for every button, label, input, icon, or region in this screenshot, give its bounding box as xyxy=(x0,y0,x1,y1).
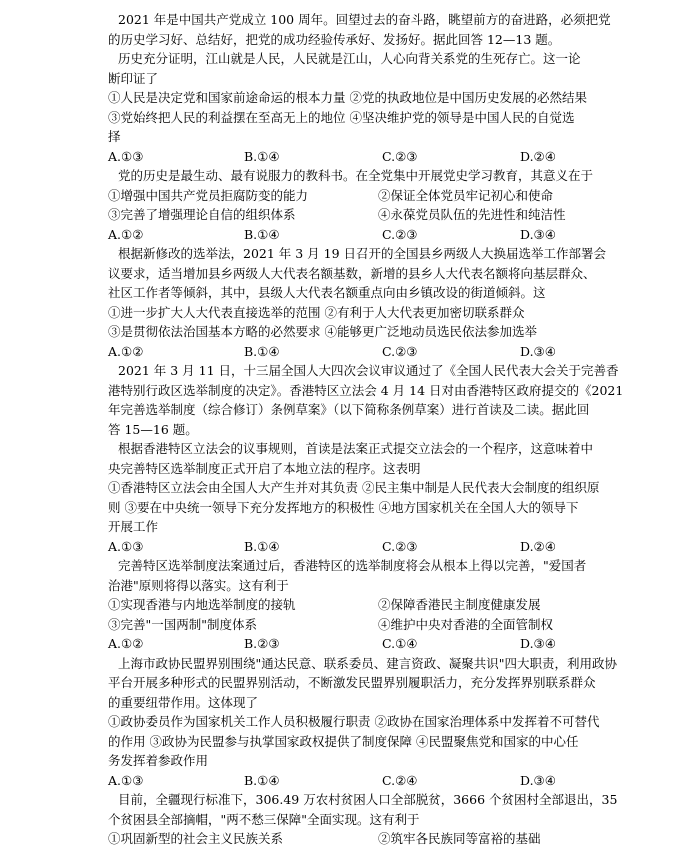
intro-text: 2021 年 3 月 11 日，十三届全国人大四次会议审议通过了《全国人民代表大会关于完善香 xyxy=(118,363,619,378)
question-14-choices xyxy=(108,342,635,362)
choice-c: C.②③ xyxy=(382,538,418,554)
choice-d: D.③④ xyxy=(520,226,556,242)
question-18-stem: 目前，全疆现行标准下，306.49 万农村贫困人口全部脱贫，3666 个贫困村全部退出，35 xyxy=(118,792,618,807)
choice-b: B.①④ xyxy=(244,343,280,359)
question-14-statement: ①进一步扩大人大代表直接选举的范围 ②有利于人大代表更加密切联系群众 xyxy=(108,304,525,320)
question-16-statements xyxy=(108,615,635,635)
choice-a: A.①③ xyxy=(108,538,144,554)
question-17-stem: 平台开展多种形式的民盟界别活动，不断激发民盟界别履职活力，充分发挥界别联系群众 xyxy=(108,675,596,690)
question-15-choices xyxy=(108,537,635,557)
choice-a: A.①② xyxy=(108,343,144,359)
choice-c: C.②③ xyxy=(382,148,418,164)
question-12-stem: 断印证了 xyxy=(108,70,159,86)
statement-2: ②保障香港民主制度健康发展 xyxy=(378,597,541,612)
choice-d: D.③④ xyxy=(520,772,556,788)
question-12-choices xyxy=(108,147,635,167)
choice-d: D.③④ xyxy=(520,343,556,359)
question-17-stem: 上海市政协民盟界别围绕"通达民意、联系委员、建言资政、凝聚共识"四大职责，利用政协 xyxy=(118,655,618,671)
question-15-statement: 则 ③要在中央统一领导下充分发挥地方的积极性 ④地方国家机关在全国人大的领导下 xyxy=(108,499,579,515)
question-16-stem: 完善特区选举制度法案通过后，香港特区的选举制度将会从根本上得以完善，"爱国者 xyxy=(118,558,587,573)
statement-1: ①增强中国共产党员拒腐防变的能力 xyxy=(108,187,309,203)
intro-text: 的历史学习好、总结好，把党的成功经验传承好、发扬好。据此回答 12—13 题。 xyxy=(108,31,561,47)
choice-b: B.②③ xyxy=(244,636,280,651)
choice-a: A.①③ xyxy=(108,148,144,164)
question-17-statement: 的作用 ③政协为民盟参与执掌国家政权提供了制度保障 ④民盟聚焦党和国家的中心任 xyxy=(108,733,579,749)
choice-a: A.①② xyxy=(108,226,144,242)
statement-4: ④维护中央对香港的全面管制权 xyxy=(378,616,554,632)
statement-1: ①巩固新型的社会主义民族关系 xyxy=(108,831,284,846)
question-13-statements xyxy=(108,205,635,225)
question-18-stem: 个贫困县全部摘帽，"两不愁三保障"全面实现。这有利于 xyxy=(108,811,420,827)
choice-b: B.①④ xyxy=(244,226,280,242)
question-13-stem: 党的历史是最生动、最有说服力的教科书。在全党集中开展党史学习教育，其意义在于 xyxy=(118,168,594,183)
statement-4: ④永葆党员队伍的先进性和纯洁性 xyxy=(378,207,566,222)
statement-2: ②保证全体党员牢记初心和使命 xyxy=(378,187,554,203)
statement-3: ③完善了增强理论自信的组织体系 xyxy=(108,207,296,222)
question-16-stem: 治港"原则将得以落实。这有利于 xyxy=(108,577,289,593)
choice-c: C.①④ xyxy=(382,636,418,651)
choice-c: C.②④ xyxy=(382,772,418,788)
question-16-choices xyxy=(108,634,635,654)
question-17-stem: 的重要纽带作用。这体现了 xyxy=(108,694,259,710)
question-17-statement: ①政协委员作为国家机关工作人员积极履行职责 ②政协在国家治理体系中发挥着不可替代 xyxy=(108,714,600,729)
choice-b: B.①④ xyxy=(244,148,280,164)
intro-text: 年完善选举制度（综合修订）条例草案》（以下简称条例草案）进行首读及二读。据此回 xyxy=(108,402,590,417)
question-13-statements xyxy=(108,186,635,206)
choice-d: D.③④ xyxy=(520,636,556,651)
intro-text: 港特别行政区选举制度的决定》。香港特区立法会 4 月 14 日对由香港特区政府提交的《2021 xyxy=(108,382,624,398)
intro-text: 2021 年是中国共产党成立 100 周年。回望过去的奋斗路，眺望前方的奋进路，必须把党 xyxy=(118,12,611,27)
question-18-statements xyxy=(108,829,635,849)
question-14-stem: 议要求，适当增加县乡两级人大代表名额基数，新增的县乡人大代表名额将向基层群众、 xyxy=(108,265,596,281)
choice-d: D.②④ xyxy=(520,148,556,164)
statement-3: ③完善"一国两制"制度体系 xyxy=(108,616,257,632)
question-12-statement: 择 xyxy=(108,129,121,144)
question-17-statement: 务发挥着参政作用 xyxy=(108,753,209,768)
choice-c: C.②③ xyxy=(382,343,418,359)
choice-b: B.①④ xyxy=(244,538,280,554)
choice-a: A.①③ xyxy=(108,772,144,788)
choice-b: B.①④ xyxy=(244,772,280,788)
intro-text: 答 15—16 题。 xyxy=(108,421,198,437)
choice-a: A.①② xyxy=(108,636,144,651)
question-15-stem: 央完善特区选举制度正式开启了本地立法的程序。这表明 xyxy=(108,460,421,476)
statement-1: ①实现香港与内地选举制度的接轨 xyxy=(108,597,296,612)
question-17-choices xyxy=(108,771,635,791)
question-16-statements xyxy=(108,595,635,615)
question-15-stem: 根据香港特区立法会的议事规则，首读是法案正式提交立法会的一个程序，这意味着中 xyxy=(118,441,594,456)
question-15-statement: 开展工作 xyxy=(108,519,159,534)
question-14-stem: 社区工作者等倾斜，其中，县级人大代表名额重点向由乡镇改设的街道倾斜。这 xyxy=(108,285,546,300)
question-12-statement: ①人民是决定党和国家前途命运的根本力量 ②党的执政地位是中国历史发展的必然结果 xyxy=(108,90,587,105)
choice-c: C.②③ xyxy=(382,226,418,242)
choice-d: D.②④ xyxy=(520,538,556,554)
question-13-choices xyxy=(108,225,635,245)
question-14-statement: ③是贯彻依法治国基本方略的必然要求 ④能够更广泛地动员选民依法参加选举 xyxy=(108,324,537,339)
question-15-statement: ①香港特区立法会由全国人大产生并对其负责 ②民主集中制是人民代表大会制度的组织原 xyxy=(108,480,600,495)
question-14-stem: 根据新修改的选举法，2021 年 3 月 19 日召开的全国县乡两级人大换届选举工作部署会 xyxy=(118,246,607,261)
question-12-statement: ③党始终把人民的利益摆在至高无上的地位 ④坚决维护党的领导是中国人民的自觉选 xyxy=(108,109,575,125)
question-12-stem: 历史充分证明，江山就是人民，人民就是江山，人心向背关系党的生死存亡。这一论 xyxy=(118,51,581,66)
statement-2: ②筑牢各民族同等富裕的基础 xyxy=(378,831,541,846)
